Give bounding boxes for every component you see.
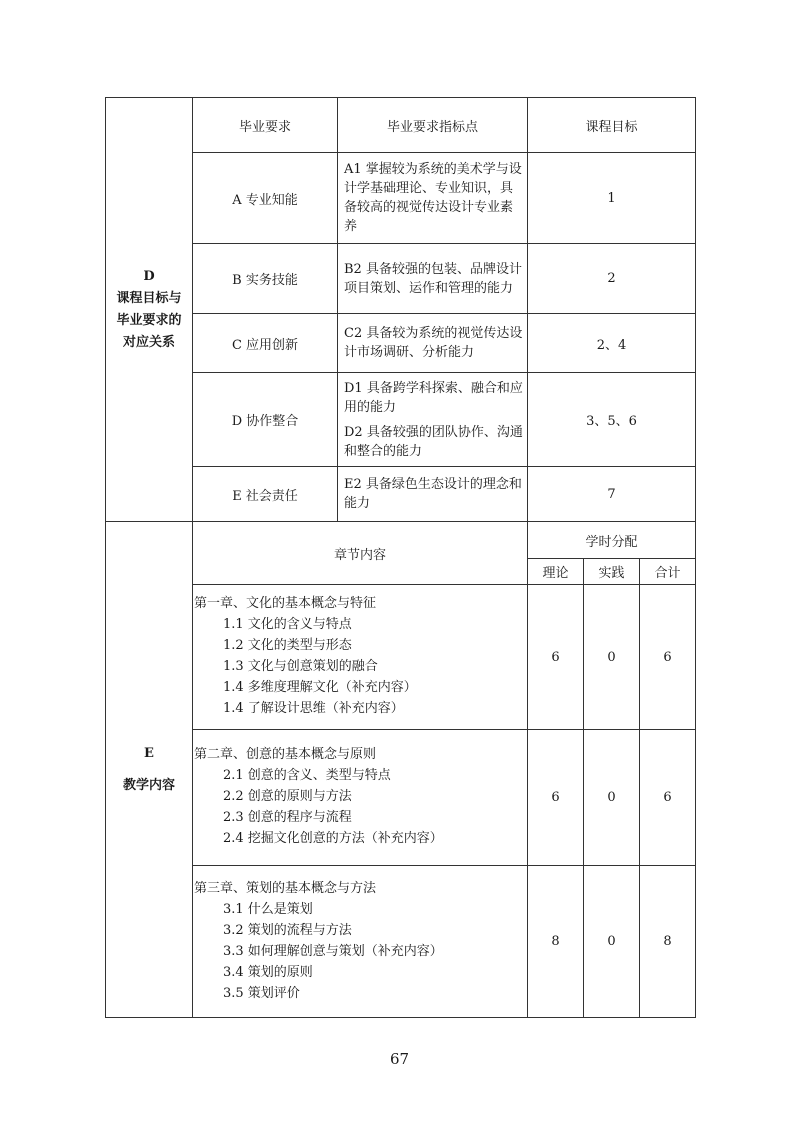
chapter-cell bbox=[193, 730, 528, 866]
objective-cell: 7 bbox=[528, 467, 696, 522]
section-d-title-line: 课程目标与 bbox=[116, 290, 182, 306]
chapter-item: 2.2 创意的原则与方法 bbox=[223, 789, 352, 804]
chapter-title: 第三章、策划的基本概念与方法 bbox=[194, 880, 377, 896]
chapter-title: 第二章、创意的基本概念与原则 bbox=[194, 747, 377, 762]
indicator-cell bbox=[338, 373, 528, 467]
requirement-cell: B 实务技能 bbox=[193, 244, 338, 314]
requirement-cell: A 专业知能 bbox=[193, 153, 338, 244]
course-table bbox=[105, 97, 696, 1018]
practice-hours: 0 bbox=[584, 585, 640, 730]
header-content: 章节内容 bbox=[193, 522, 528, 585]
objective-cell: 2 bbox=[528, 244, 696, 314]
section-d-label bbox=[106, 98, 193, 522]
indicator-cell bbox=[338, 244, 528, 314]
chapter-item: 3.4 策划的原则 bbox=[223, 964, 313, 980]
indicator-text: E2 具备绿色生态设计的理念和能力 bbox=[344, 477, 522, 511]
indicator-text: C2 具备较为系统的视觉传达设计市场调研、分析能力 bbox=[344, 326, 523, 360]
requirement-cell: E 社会责任 bbox=[193, 467, 338, 522]
theory-hours: 8 bbox=[528, 866, 584, 1018]
indicator-text: D2 具备较强的团队协作、沟通和整合的能力 bbox=[344, 424, 523, 459]
chapter-item: 3.2 策划的流程与方法 bbox=[223, 922, 352, 938]
chapter-item: 1.3 文化与创意策划的融合 bbox=[223, 659, 378, 674]
chapter-cell bbox=[193, 866, 528, 1018]
chapter-title: 第一章、文化的基本概念与特征 bbox=[194, 596, 377, 611]
chapter-item: 3.3 如何理解创意与策划（补充内容） bbox=[223, 943, 443, 959]
section-e-letter: E bbox=[144, 745, 154, 761]
requirement-cell: C 应用创新 bbox=[193, 314, 338, 373]
indicator-cell bbox=[338, 467, 528, 522]
objective-cell: 1 bbox=[528, 153, 696, 244]
header-hours: 学时分配 bbox=[528, 522, 696, 559]
chapter-item: 1.2 文化的类型与形态 bbox=[223, 638, 352, 653]
section-d-letter: D bbox=[143, 268, 155, 284]
chapter-item: 1.4 了解设计思维（补充内容） bbox=[223, 701, 404, 716]
indicator-text: A1 掌握较为系统的美术学与设计学基础理论、专业知识，具备较高的视觉传达设计专业素养 bbox=[344, 162, 522, 234]
chapter-item: 2.1 创意的含义、类型与特点 bbox=[223, 768, 391, 783]
indicator-text: D1 具备跨学科探索、融合和应用的能力 bbox=[344, 380, 523, 415]
section-e-label bbox=[106, 522, 193, 1018]
header-theory: 理论 bbox=[528, 559, 584, 585]
chapter-item: 3.1 什么是策划 bbox=[223, 901, 313, 917]
objective-cell: 2、4 bbox=[528, 314, 696, 373]
indicator-cell bbox=[338, 153, 528, 244]
objective-cell: 3、5、6 bbox=[528, 373, 696, 467]
chapter-item: 2.3 创意的程序与流程 bbox=[223, 810, 352, 825]
total-hours: 8 bbox=[640, 866, 696, 1018]
header-requirement: 毕业要求 bbox=[193, 98, 338, 153]
practice-hours: 0 bbox=[584, 866, 640, 1018]
total-hours: 6 bbox=[640, 585, 696, 730]
chapter-item: 1.4 多维度理解文化（补充内容） bbox=[223, 680, 417, 695]
header-objective: 课程目标 bbox=[528, 98, 696, 153]
total-hours: 6 bbox=[640, 730, 696, 866]
requirement-cell: D 协作整合 bbox=[193, 373, 338, 467]
theory-hours: 6 bbox=[528, 730, 584, 866]
practice-hours: 0 bbox=[584, 730, 640, 866]
indicator-text: B2 具备较强的包装、品牌设计项目策划、运作和管理的能力 bbox=[344, 261, 522, 296]
section-e-title: 教学内容 bbox=[122, 777, 175, 793]
header-total: 合计 bbox=[640, 559, 696, 585]
chapter-item: 2.4 挖掘文化创意的方法（补充内容） bbox=[223, 831, 443, 846]
chapter-cell bbox=[193, 585, 528, 730]
page-number: 67 bbox=[389, 1050, 410, 1068]
indicator-cell bbox=[338, 314, 528, 373]
header-indicator: 毕业要求指标点 bbox=[338, 98, 528, 153]
section-d-title-line: 对应关系 bbox=[122, 334, 175, 350]
theory-hours: 6 bbox=[528, 585, 584, 730]
chapter-item: 3.5 策划评价 bbox=[223, 985, 300, 1001]
header-practice: 实践 bbox=[584, 559, 640, 585]
chapter-item: 1.1 文化的含义与特点 bbox=[223, 617, 352, 632]
section-d-title-line: 毕业要求的 bbox=[116, 312, 182, 328]
